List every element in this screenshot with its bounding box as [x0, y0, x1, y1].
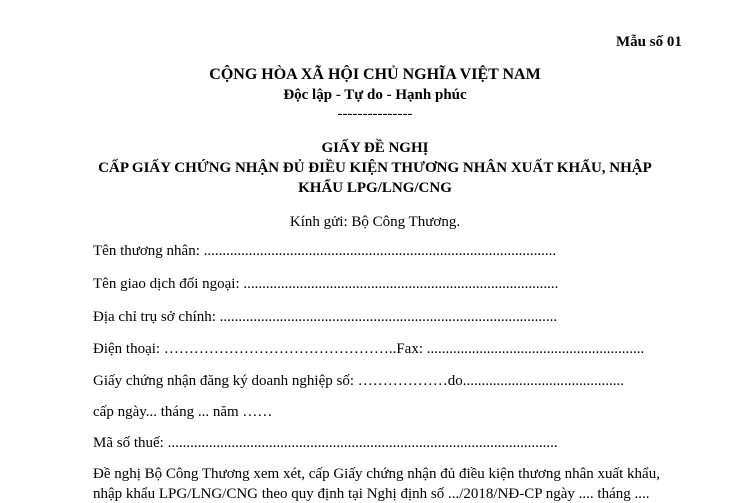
document-subtitle-line2: KHẨU LPG/LNG/CNG: [298, 180, 452, 196]
trader-name-field: Tên thương nhân: ..............................................................................................: [93, 243, 557, 259]
issue-date-field: cấp ngày... tháng ... năm ……: [93, 404, 273, 420]
header-separator: ---------------: [337, 106, 413, 122]
form-code: Mẫu số 01: [616, 34, 682, 50]
business-cert-field: Giấy chứng nhận đăng ký doanh nghiệp số: ………………do...........................................: [93, 373, 624, 389]
tax-code-field: Mã số thuế: ........................................................................................................: [93, 435, 558, 451]
foreign-name-field: Tên giao dịch đối ngoại: ....................................................................................: [93, 276, 559, 292]
nation-header: CỘNG HÒA XÃ HỘI CHỦ NGHĨA VIỆT NAM: [209, 66, 541, 83]
request-body-line1: Đề nghị Bộ Công Thương xem xét, cấp Giấy chứng nhận đủ điều kiện thương nhân xuất khẩu,: [93, 466, 660, 482]
phone-fax-field: Điện thoại: ………………………………………..Fax: ..........................................................: [93, 341, 645, 357]
document-subtitle-line1: CẤP GIẤY CHỨNG NHẬN ĐỦ ĐIỀU KIỆN THƯƠNG NHÂN XUẤT KHẨU, NHẬP: [98, 160, 652, 176]
recipient-line: Kính gửi: Bộ Công Thương.: [289, 214, 461, 230]
request-body-line2: nhập khẩu LPG/LNG/CNG theo quy định tại Nghị định số .../2018/NĐ-CP ngày .... tháng ....: [93, 486, 650, 502]
document-title: GIẤY ĐỀ NGHỊ: [321, 140, 429, 156]
motto: Độc lập - Tự do - Hạnh phúc: [283, 87, 467, 103]
head-office-field: Địa chỉ trụ sở chính: ..........................................................................................: [93, 309, 558, 325]
